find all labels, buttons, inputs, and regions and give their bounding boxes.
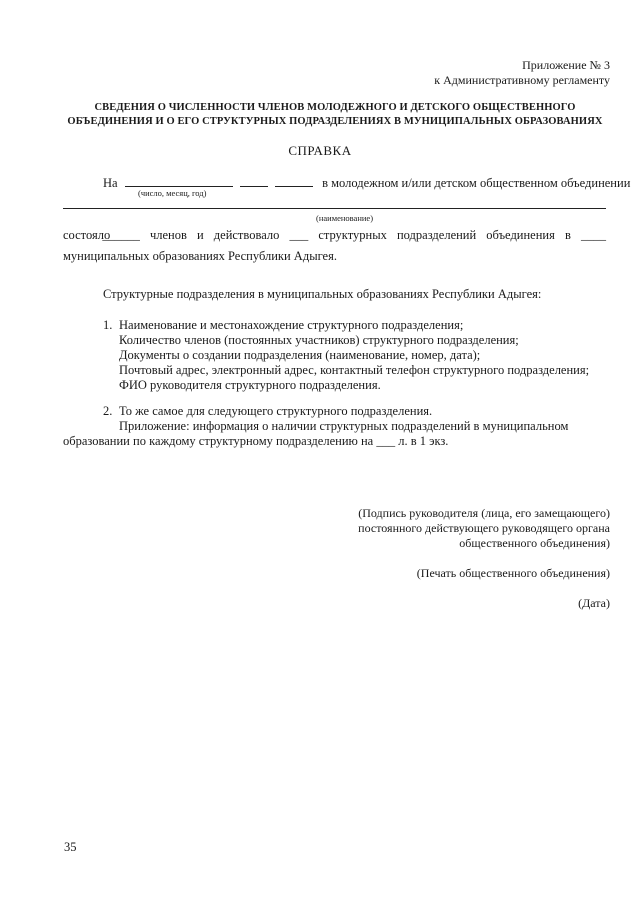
word: подразделений (396, 228, 477, 242)
municipal-line: муниципальных образованиях Республики Адыгея. (63, 249, 337, 263)
list-item: Почтовый адрес, электронный адрес, контактный телефон структурного подразделения; (119, 363, 590, 377)
list-item-text: Наименование и местонахождение структурного подразделения; (119, 318, 464, 332)
word: объединения (486, 228, 555, 242)
word: структурных (318, 228, 387, 242)
word: членов (149, 228, 187, 242)
stamp-placeholder: (Печать общественного объединения) (416, 566, 610, 580)
word: и (196, 228, 204, 242)
list-number: 1. (103, 318, 113, 332)
date-blank-1 (125, 175, 233, 187)
document-heading (60, 101, 610, 128)
count-blank: ____ (580, 228, 606, 242)
list-item: Количество членов (постоянных участников) структурного подразделения; (119, 333, 519, 347)
date-blank-2 (240, 175, 268, 187)
date-placeholder: (Дата) (578, 596, 610, 610)
document-title: СПРАВКА (288, 143, 352, 158)
on-rest-text: в молодежном и/или детском общественном объединении (322, 176, 631, 190)
appendix-number: Приложение № 3 (522, 58, 610, 72)
list-item: Документы о создании подразделения (наименование, номер, дата); (119, 348, 481, 362)
heading-line-2: ОБЪЕДИНЕНИЯ И О ЕГО СТРУКТУРНЫХ ПОДРАЗДЕЛЕНИЯХ В МУНИЦИПАЛЬНЫХ ОБРАЗОВАНИЯХ (67, 115, 603, 127)
list-number: 2. (103, 404, 113, 418)
requirements-list (103, 318, 589, 393)
date-blank-3 (275, 175, 313, 187)
name-hint: (наименование) (316, 213, 374, 223)
units-blank: ___ (289, 228, 309, 242)
appendix-regulation: к Административному регламенту (434, 73, 610, 87)
heading-line-1: СВЕДЕНИЯ О ЧИСЛЕННОСТИ ЧЛЕНОВ МОЛОДЕЖНОГО И ДЕТСКОГО ОБЩЕСТВЕННОГО (94, 102, 576, 113)
list-item (103, 318, 589, 333)
on-label: На (103, 176, 118, 190)
signature-line-1: (Подпись руководителя (лица, его замещающего) (358, 506, 610, 520)
signature-block (358, 506, 610, 551)
second-list-item (103, 404, 432, 419)
members-blank: ______ (102, 228, 140, 242)
page-number: 35 (64, 840, 77, 854)
word: в (564, 228, 571, 242)
organization-name-line (63, 208, 606, 209)
date-hint: (число, месяц, год) (138, 188, 207, 198)
appendix-reference (434, 58, 610, 88)
signature-line-3: общественного объединения) (459, 536, 610, 550)
signature-line-2: постоянного действующего руководящего органа (358, 521, 610, 535)
word: действовало (213, 228, 280, 242)
list-item-text: То же самое для следующего структурного подразделения. (119, 404, 433, 418)
list-item: ФИО руководителя структурного подразделения. (119, 378, 381, 392)
attachment-note: Приложение: информация о наличии структурных подразделений в муниципальном образовании по каждому структурному подразделению на ___ л. в 1 экз. (63, 419, 569, 448)
structural-intro: Структурные подразделения в муниципальных образованиях Республики Адыгея: (103, 287, 542, 301)
members-line (63, 228, 606, 243)
word: состояло (63, 228, 111, 242)
